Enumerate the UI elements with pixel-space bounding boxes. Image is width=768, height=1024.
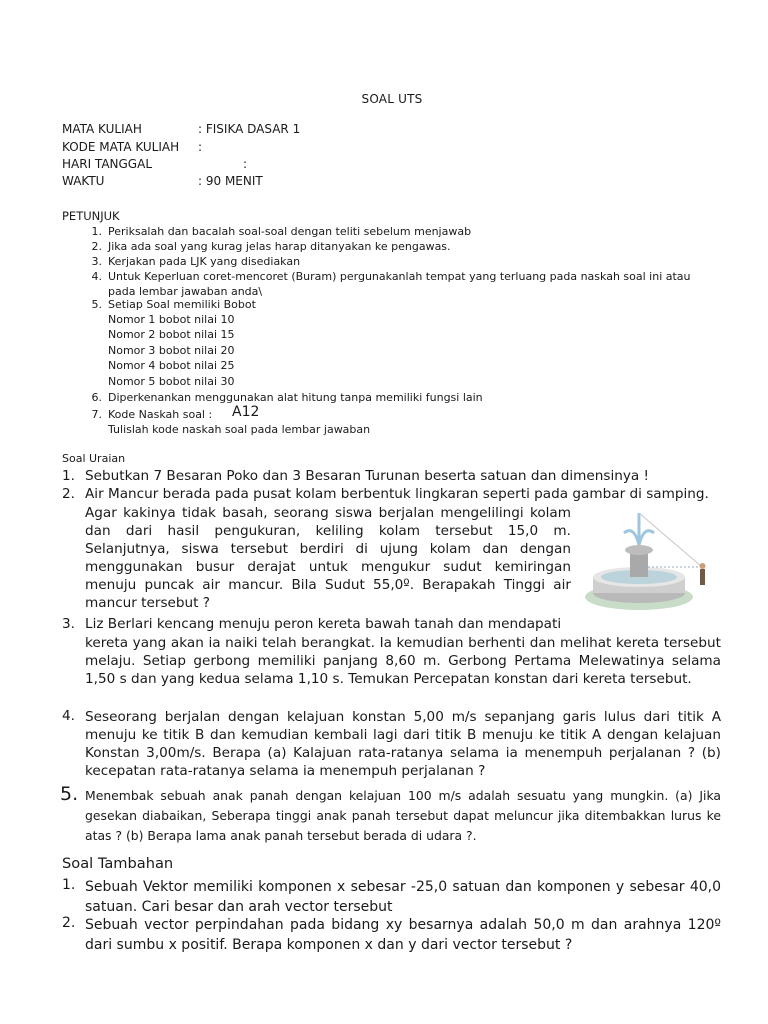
info-label-waktu: WAKTU bbox=[62, 174, 105, 188]
petunjuk-item-continuation: Tulislah kode naskah soal pada lembar jawaban bbox=[108, 423, 371, 436]
question-number: 5. bbox=[60, 783, 79, 805]
question-3-first-line: Liz Berlari kencang menuju peron kereta bawah tanah dan mendapati bbox=[85, 616, 562, 632]
petunjuk-heading: PETUNJUK bbox=[62, 209, 120, 223]
question-4-text: Seseorang berjalan dengan kelajuan konstan 5,00 m/s sepanjang garis lulus dari titik A menuju ke titik B dan kemudian kembali lagi dari titik B menuju ke titik A dengan kelajuan Konstan 3,00m/s. Berapa (a) Kalajuan rata-ratanya selama ia menempuh perjalanan ? (b) kecepatan rata-ratanya selama ia menempuh perjalanan ? bbox=[85, 709, 721, 779]
fountain-basin bbox=[625, 545, 653, 555]
water-jets bbox=[624, 513, 654, 545]
info-label-hari: HARI TANGGAL bbox=[62, 157, 152, 171]
question-number: 2. bbox=[62, 486, 75, 502]
info-value-waktu: : 90 MENIT bbox=[198, 174, 263, 188]
tambahan-question-1-text: Sebuah Vektor memiliki komponen x sebesar -25,0 satuan dan komponen y sebesar 40,0 satuan. Cari besar dan arah vector tersebut bbox=[85, 879, 721, 915]
question-1-text: Sebutkan 7 Besaran Poko dan 3 Besaran Turunan beserta satuan dan dimensinya ! bbox=[85, 468, 649, 484]
kode-naskah-value: A12 bbox=[232, 404, 260, 420]
question-number: 4. bbox=[62, 708, 75, 724]
question-2-text: Agar kakinya tidak basah, seorang siswa berjalan mengelilingi kolam dan dari hasil pengukuran, keliling kolam tersebut 15,0 m. Selanjutnya, siswa tersebut berdiri di ujung kolam dan dengan menggunakan busur derajat untuk mengukur sudut kemiringan menuju puncak air mancur. Bila Sudut 55,0º. Berapakah Tinggi air mancur tersebut ? bbox=[85, 505, 571, 611]
info-label-kode: KODE MATA KULIAH bbox=[62, 140, 180, 154]
question-number: 2. bbox=[62, 915, 76, 931]
info-value-kode: : bbox=[198, 140, 203, 154]
question-number: 1. bbox=[62, 468, 75, 484]
bobot-item: Nomor 4 bobot nilai 25 bbox=[108, 359, 235, 372]
bobot-item: Nomor 1 bobot nilai 10 bbox=[108, 313, 235, 326]
sight-line bbox=[639, 513, 702, 567]
info-value-hari: : bbox=[243, 157, 248, 171]
fountain-image bbox=[584, 505, 724, 615]
bobot-item: Nomor 3 bobot nilai 20 bbox=[108, 344, 235, 357]
tambahan-question-2-text: Sebuah vector perpindahan pada bidang xy besarnya adalah 50,0 m dan arahnya 120º dari sumbu x positif. Berapa komponen x dan y dari vector tersebut ? bbox=[85, 917, 721, 953]
question-3-text: kereta yang akan ia naiki telah berangkat. Ia kemudian berhenti dan melihat kereta tersebut melaju. Setiap gerbong memiliki panjang 8,60 m. Gerbong Pertama Melewatinya selama 1,50 s dan yang kedua selama 1,10 s. Temukan Percepatan konstan dari kereta tersebut. bbox=[85, 635, 721, 687]
bobot-item: Nomor 2 bobot nilai 15 bbox=[108, 328, 235, 341]
document-title: SOAL UTS bbox=[361, 92, 423, 106]
question-5-text: Menembak sebuah anak panah dengan kelajuan 100 m/s adalah sesuatu yang mungkin. (a) Jika gesekan diabaikan, Seberapa tinggi anak panah tersebut dapat meluncur jika ditembakkan lurus ke atas ? (b) Berapa lama anak panah tersebut berada di udara ?. bbox=[85, 788, 721, 843]
question-number: 1. bbox=[62, 877, 76, 893]
question-number: 3. bbox=[62, 616, 75, 632]
uraian-heading: Soal Uraian bbox=[62, 452, 126, 465]
bobot-item: Nomor 5 bobot nilai 30 bbox=[108, 375, 235, 388]
student-head bbox=[700, 563, 706, 569]
info-value-mata-kuliah: : FISIKA DASAR 1 bbox=[198, 122, 301, 136]
student-figure bbox=[700, 569, 705, 585]
info-label-mata-kuliah: MATA KULIAH bbox=[62, 122, 142, 136]
question-2-first-line: Air Mancur berada pada pusat kolam berbentuk lingkaran seperti pada gambar di samping. bbox=[85, 486, 709, 502]
tambahan-heading: Soal Tambahan bbox=[62, 855, 174, 872]
petunjuk-item-continuation: pada lembar jawaban anda\ bbox=[108, 285, 263, 298]
